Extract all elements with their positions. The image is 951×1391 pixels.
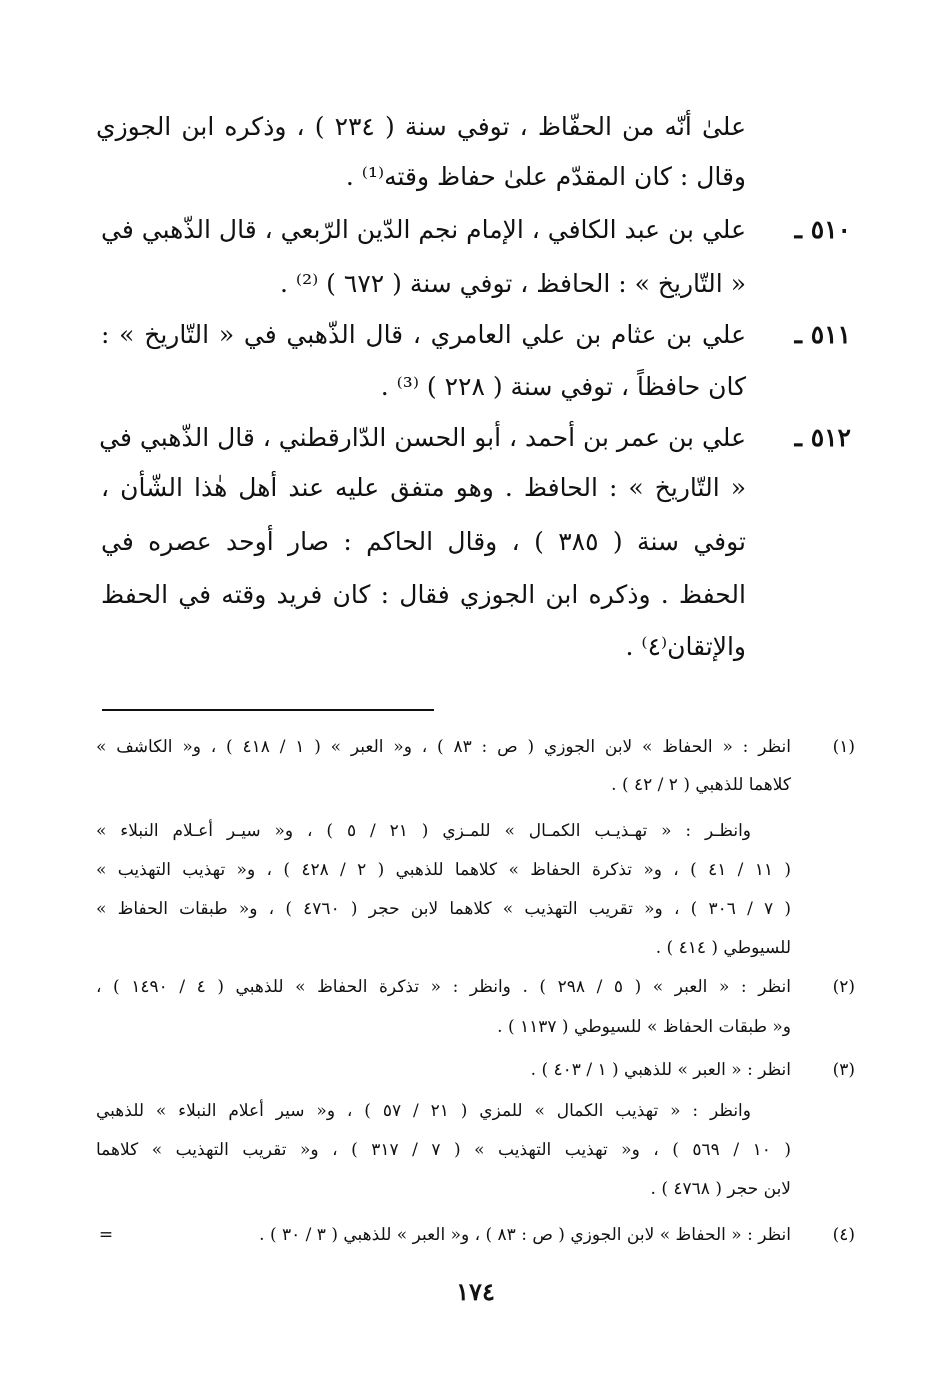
entry-512-line: علي بن عمر بن أحمد ، أبو الحسن الدّارقطني ، قال الذّهبي في — [99, 423, 746, 452]
footnote-1-continuation-line: ( ١١ / ٤١ ) ، و« تذكرة الحفاظ » كلاهما للذهبي ( ٢ / ٤٢٨ ) ، و« تهذيب التهذيب » — [96, 860, 792, 880]
footnote-3-continuation-line: لابن حجر ( ٤٧٦٨ ) . — [650, 1179, 791, 1199]
footnote-1-continuation-line: وانظـر : « تهـذيـب الكمـال » للمـزي ( ٢١ / ٥ ) ، و« سيـر أعـلام النبلاء » — [96, 821, 751, 841]
footnote-3-line: انظر : « العبر » للذهبي ( ١ / ٤٠٣ ) . — [530, 1060, 791, 1080]
intro-line: وقال : كان المقدّم علىٰ حفاظ وقته⁽¹⁾ . — [345, 162, 746, 191]
footnote-number-4: (٤) — [832, 1225, 855, 1245]
footnote-1-line: انظر : « الحفاظ » لابن الجوزي ( ص : ٨٣ ) ، و« العبر » ( ١ / ٤١٨ ) ، و« الكاشف » — [96, 737, 791, 757]
footnote-1-continuation-line: للسيوطي ( ٤١٤ ) . — [655, 938, 791, 958]
entry-512-line: والإتقان⁽٤⁾ . — [625, 632, 746, 661]
entry-510-line: علي بن عبد الكافي ، الإمام نجم الدّين الرّبعي ، قال الذّهبي في — [101, 215, 746, 244]
footnote-4-line: انظر : « الحفاظ » لابن الجوزي ( ص : ٨٣ ) ، و« العبر » للذهبي ( ٣ / ٣٠ ) . — [259, 1225, 791, 1245]
entry-number-510: ٥١٠ ـ — [794, 215, 851, 244]
entry-512-line: « التّاريخ » : الحافظ . وهو متفق عليه عند أهل هٰذا الشّأن ، — [101, 473, 746, 502]
entry-512-line: الحفظ . وذكره ابن الجوزي فقال : كان فريد وقته في الحفظ — [101, 580, 746, 609]
footnote-1-line: كلاهما للذهبي ( ٢ / ٤٢ ) . — [611, 775, 791, 795]
footnote-1-continuation-line: ( ٧ / ٣٠٦ ) ، و« تقريب التهذيب » كلاهما لابن حجر ( ٤٧٦٠ ) ، و« طبقات الحفاظ » — [96, 899, 792, 919]
footnote-3-continuation-line: وانظر : « تهذيب الكمال » للمزي ( ٢١ / ٥٧ ) ، و« سير أعلام النبلاء » للذهبي — [96, 1101, 751, 1121]
continuation-mark: = — [98, 1225, 114, 1245]
entry-511-line: كان حافظاً ، توفي سنة ( ٢٢٨ ) ⁽³⁾ . — [380, 372, 746, 401]
entry-511-line: علي بن عثام بن علي العامري ، قال الذّهبي في « التّاريخ » : — [101, 320, 746, 349]
entry-512-line: توفي سنة ( ٣٨٥ ) ، وقال الحاكم : صار أوحد عصره في — [101, 527, 746, 556]
footnote-number-3: (٣) — [832, 1060, 855, 1080]
entry-510-line: « التّاريخ » : الحافظ ، توفي سنة ( ٦٧٢ ) ⁽²⁾ . — [280, 269, 746, 298]
footnote-2-line: و« طبقات الحفاظ » للسيوطي ( ١١٣٧ ) . — [497, 1017, 791, 1037]
entry-number-511: ٥١١ ـ — [794, 320, 851, 349]
footnote-2-line: انظر : « العبر » ( ٥ / ٢٩٨ ) . وانظر : « تذكرة الحفاظ » للذهبي ( ٤ / ١٤٩٠ ) ، — [96, 977, 791, 997]
footnote-divider — [102, 709, 434, 711]
footnote-3-continuation-line: ( ١٠ / ٥٦٩ ) ، و« تهذيب التهذيب » ( ٧ / ٣١٧ ) ، و« تقريب التهذيب » كلاهما — [96, 1140, 791, 1160]
page-number: ١٧٤ — [456, 1277, 495, 1306]
intro-line: علىٰ أنّه من الحفّاظ ، توفي سنة ( ٢٣٤ ) ، وذكره ابن الجوزي — [96, 112, 746, 141]
footnote-number-2: (٢) — [832, 977, 855, 997]
footnote-number-1: (١) — [832, 737, 855, 757]
entry-number-512: ٥١٢ ـ — [794, 423, 851, 452]
